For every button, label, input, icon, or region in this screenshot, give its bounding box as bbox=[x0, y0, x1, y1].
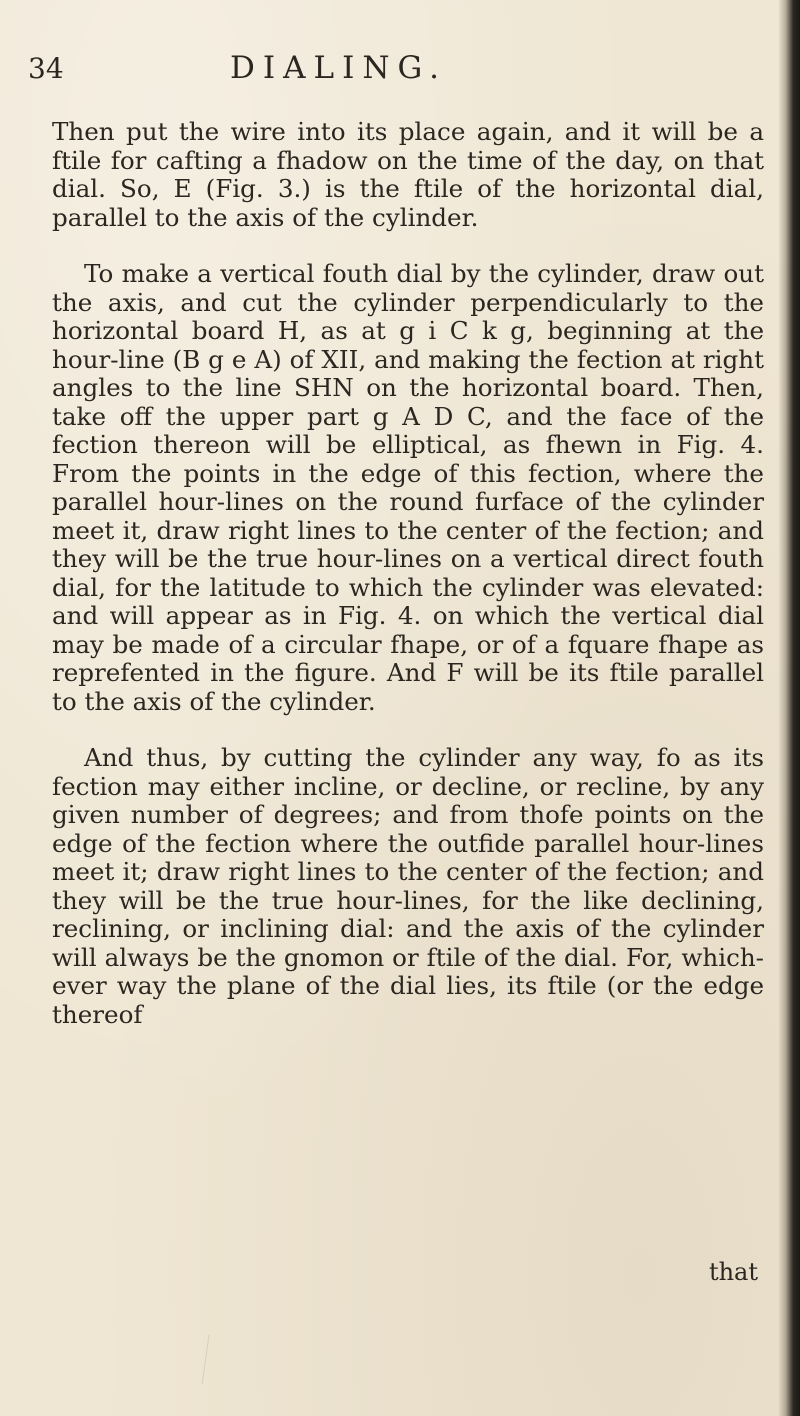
page-header bbox=[0, 52, 800, 102]
binding-edge bbox=[778, 0, 800, 1416]
paragraph-1: Then put the wire into its place again, and it will be a ftile for cafting a fhadow on the time of the day, on that dial. So, E (Fig. 3.) is the ftile of the horizontal dial, parallel to the axis of the cylinder. bbox=[52, 117, 764, 232]
paper-mark bbox=[202, 1335, 230, 1387]
catchword: that bbox=[708, 1258, 758, 1286]
page-number: 34 bbox=[28, 52, 64, 85]
paragraph-2: To make a vertical fouth dial by the cylinder, draw out the axis, and cut the cylinder perpendicularly to the horizontal board H, as at g i C k g, beginning at the hour-line (B g e A) of XII, and making the fection at right angles to the line SHN on the horizontal board. Then, take off the upper part g A D C, and the face of the fection thereon will be elliptical, as fhewn in Fig. 4. From the points in the edge of this fection, where the parallel hour-lines on the round furface of the cylinder meet it, draw right lines to the center of the fection; and they will be the true hour-lines on a vertical direct fouth dial, for the latitude to which the cylinder was elevated: and will appear as in Fig. 4. on which the vertical dial may be made of a circular fhape, or of a fquare fhape as reprefented in the figure. And F will be its ftile parallel to the axis of the cylinder. bbox=[52, 259, 764, 716]
running-title: DIALING. bbox=[230, 50, 447, 86]
body-text bbox=[52, 118, 764, 1029]
paragraph-3: And thus, by cutting the cylinder any way, fo as its fection may either incline, or decline, or recline, by any given number of degrees; and from thofe points on the edge of the fection where the outfide parallel hour-lines meet it; draw right lines to the center of the fection; and they will be the true hour-lines, for the like declining, reclining, or inclining dial: and the axis of the cylinder will always be the gnomon or ftile of the dial. For, which-ever way the plane of the dial lies, its ftile (or the edge thereof bbox=[52, 743, 764, 1029]
